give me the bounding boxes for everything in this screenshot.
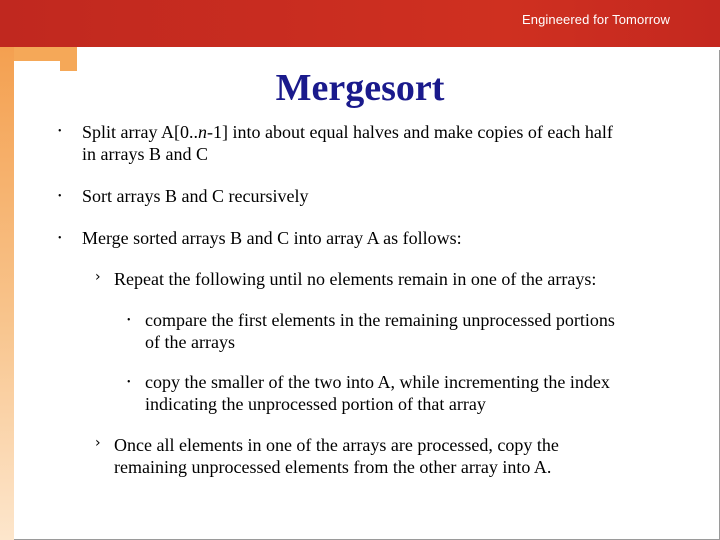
slide-title: Mergesort <box>275 67 445 109</box>
header-divider <box>0 47 720 50</box>
bullet-dot-icon: • <box>58 233 62 244</box>
bullet-split-line2: in arrays B and C <box>82 144 208 164</box>
brand-text: Engineered for Tomorrow <box>521 12 670 27</box>
subsubitem-compare: compare the first elements in the remaining unprocessed portions <box>145 310 615 330</box>
subsubitem-compare-line2: of the arrays <box>145 332 235 352</box>
bullet-split-italic: n <box>197 122 207 142</box>
subsubitem-copy: copy the smaller of the two into A, while incrementing the index <box>145 372 610 392</box>
left-accent-bar <box>0 47 14 540</box>
arrow-bullet-icon: › <box>95 435 101 451</box>
subitem-once: Once all elements in one of the arrays are processed, copy the <box>114 435 559 455</box>
bullet-split-text-b: -1] into about equal halves and make copies of each half <box>206 122 613 142</box>
arrow-bullet-icon: › <box>95 269 101 285</box>
bullet-sort: Sort arrays B and C recursively <box>82 186 309 206</box>
subitem-repeat: Repeat the following until no elements remain in one of the arrays: <box>114 269 597 289</box>
bullet-split <box>82 121 613 143</box>
header-band <box>0 0 720 47</box>
subitem-once-line2: remaining unprocessed elements from the other array into A. <box>114 457 552 477</box>
subsubitem-copy-line2: indicating the unprocessed portion of that array <box>145 394 486 414</box>
bullet-dot-icon: • <box>58 126 62 137</box>
bullet-merge: Merge sorted arrays B and C into array A as follows: <box>82 228 462 248</box>
bullet-dot-icon: • <box>127 315 131 326</box>
bullet-dot-icon: • <box>127 377 131 388</box>
bullet-split-text-a: Split array A[0.. <box>82 122 198 142</box>
bullet-dot-icon: • <box>58 191 62 202</box>
